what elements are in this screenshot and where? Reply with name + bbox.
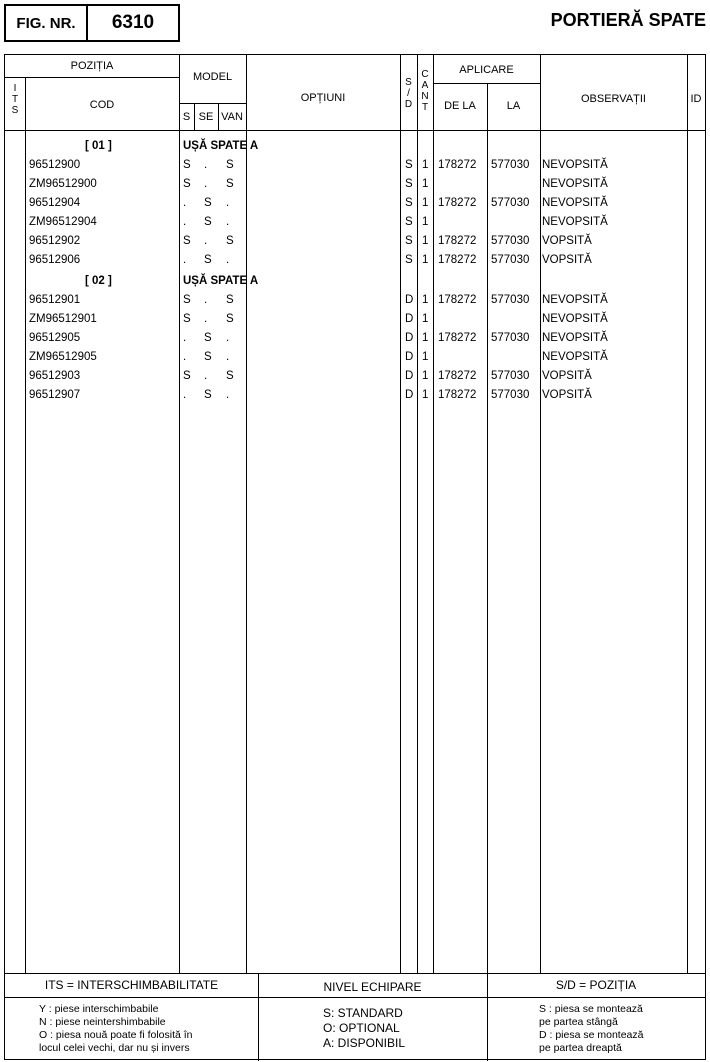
table-row: [5, 156, 705, 175]
cell-model-van: S: [226, 370, 234, 382]
cell-sd: S: [405, 254, 413, 266]
group-name: UȘĂ SPATE A: [183, 140, 259, 152]
cell-observatii: NEVOPSITĂ: [542, 332, 608, 344]
header-bottom-line: [5, 130, 705, 131]
table-row: [5, 367, 705, 386]
legend-its-line: locul celei vechi, dar nu și invers: [39, 1042, 190, 1054]
cell-sd: D: [405, 294, 414, 306]
cell-cod: 96512906: [29, 254, 81, 266]
header-de-la: DE LA: [444, 100, 476, 112]
cell-cod: ZM96512901: [29, 313, 97, 325]
cell-sd: S: [405, 235, 413, 247]
cell-cant: 1: [422, 313, 429, 325]
cell-de-la: 178272: [438, 389, 477, 401]
cell-model-s: S: [183, 178, 191, 190]
legend-nivel-line: A: DISPONIBIL: [323, 1036, 406, 1050]
cell-sd: D: [405, 389, 414, 401]
cell-cant: 1: [422, 197, 429, 209]
cell-observatii: VOPSITĂ: [542, 254, 592, 266]
cell-sd: D: [405, 370, 414, 382]
group-code: [ 01 ]: [85, 140, 112, 152]
cell-sd: S: [405, 197, 413, 209]
cell-la: 577030: [491, 389, 530, 401]
table-row: [5, 232, 705, 251]
cell-observatii: VOPSITĂ: [542, 235, 592, 247]
cell-model-se: .: [204, 159, 208, 171]
cell-observatii: NEVOPSITĂ: [542, 313, 608, 325]
cell-observatii: VOPSITĂ: [542, 389, 592, 401]
cell-model-s: .: [183, 197, 187, 209]
header-la: LA: [506, 100, 521, 112]
group-name: UȘĂ SPATE A: [183, 275, 259, 287]
cell-model-se: S: [204, 197, 212, 209]
cell-model-se: S: [204, 254, 212, 266]
header-aplicare: APLICARE: [459, 64, 514, 76]
cell-cant: 1: [422, 389, 429, 401]
cell-model-se: S: [204, 351, 212, 363]
cell-cod: ZM96512904: [29, 216, 97, 228]
cell-sd: D: [405, 313, 414, 325]
cell-la: 577030: [491, 332, 530, 344]
group-header-row: [5, 272, 705, 291]
cell-cod: 96512905: [29, 332, 81, 344]
cell-model-van: .: [226, 197, 230, 209]
cell-la: 577030: [491, 159, 530, 171]
cell-sd: S: [405, 178, 413, 190]
cell-la: 577030: [491, 235, 530, 247]
header-cant: C A N T: [421, 69, 429, 113]
cell-cod: ZM96512905: [29, 351, 97, 363]
table-row: [5, 348, 705, 367]
cell-model-van: S: [226, 235, 234, 247]
cell-cod: 96512903: [29, 370, 81, 382]
table-row: [5, 329, 705, 348]
cell-cant: 1: [422, 216, 429, 228]
cell-model-s: .: [183, 351, 187, 363]
cell-cant: 1: [422, 294, 429, 306]
header-model-se: SE: [198, 111, 214, 123]
legend-its-line: O : piesa nouă poate fi folosită în: [39, 1029, 193, 1041]
cell-la: 577030: [491, 254, 530, 266]
legend-its-line: N : piese neintershimbabile: [39, 1016, 166, 1028]
cell-model-s: S: [183, 370, 191, 382]
header-cod: COD: [89, 99, 115, 111]
cell-observatii: NEVOPSITĂ: [542, 197, 608, 209]
cell-cod: 96512900: [29, 159, 81, 171]
cell-observatii: NEVOPSITĂ: [542, 294, 608, 306]
cell-cant: 1: [422, 254, 429, 266]
cell-sd: D: [405, 332, 414, 344]
cell-cod: 96512901: [29, 294, 81, 306]
page-title: PORTIERĂ SPATE: [550, 10, 706, 30]
cell-model-se: .: [204, 294, 208, 306]
cell-model-se: S: [204, 216, 212, 228]
header-optiuni: OPȚIUNI: [300, 92, 346, 104]
grid-line: [179, 103, 246, 104]
legend-its-title: ITS = INTERSCHIMBABILITATE: [44, 978, 219, 992]
cell-observatii: NEVOPSITĂ: [542, 159, 608, 171]
cell-model-se: .: [204, 178, 208, 190]
cell-model-s: S: [183, 313, 191, 325]
header-model-van: VAN: [221, 111, 243, 123]
legend-its-line: Y : piese interschimbabile: [39, 1003, 159, 1015]
cell-de-la: 178272: [438, 197, 477, 209]
cell-model-se: S: [204, 389, 212, 401]
legend-sd-line: S : piesa se montează: [539, 1003, 643, 1015]
table-row: [5, 291, 705, 310]
cell-de-la: 178272: [438, 254, 477, 266]
table-row: [5, 175, 705, 194]
cell-de-la: 178272: [438, 332, 477, 344]
legend-nivel-line: O: OPTIONAL: [323, 1021, 400, 1035]
cell-model-van: .: [226, 351, 230, 363]
legend-sd-line: D : piesa se montează: [539, 1029, 644, 1041]
cell-cant: 1: [422, 332, 429, 344]
cell-sd: S: [405, 159, 413, 171]
cell-model-van: S: [226, 294, 234, 306]
cell-sd: D: [405, 351, 414, 363]
cell-la: 577030: [491, 197, 530, 209]
cell-model-van: S: [226, 313, 234, 325]
cell-cod: 96512902: [29, 235, 81, 247]
table-row: [5, 194, 705, 213]
group-header-row: [5, 137, 705, 156]
figure-number: 6310: [111, 12, 155, 33]
cell-cod: ZM96512900: [29, 178, 97, 190]
header-model-s: S: [182, 111, 191, 123]
cell-cant: 1: [422, 178, 429, 190]
cell-observatii: NEVOPSITĂ: [542, 178, 608, 190]
cell-de-la: 178272: [438, 235, 477, 247]
table-row: [5, 213, 705, 232]
cell-model-s: S: [183, 294, 191, 306]
cell-model-s: .: [183, 332, 187, 344]
cell-model-van: S: [226, 159, 234, 171]
header-id: ID: [690, 93, 702, 105]
cell-model-s: .: [183, 254, 187, 266]
header-its: I T S: [11, 83, 19, 116]
group-code: [ 02 ]: [85, 275, 112, 287]
header-sd: S / D: [404, 77, 413, 110]
cell-model-van: .: [226, 254, 230, 266]
cell-cod: 96512904: [29, 197, 81, 209]
legend-title-line: [5, 997, 705, 998]
cell-model-van: .: [226, 332, 230, 344]
legend-top-line: [5, 973, 705, 974]
header-model: MODEL: [192, 71, 233, 83]
header-observatii: OBSERVAȚII: [580, 93, 646, 105]
cell-model-van: .: [226, 216, 230, 228]
cell-model-s: S: [183, 159, 191, 171]
cell-cod: 96512907: [29, 389, 81, 401]
cell-cant: 1: [422, 370, 429, 382]
legend-nivel-line: S: STANDARD: [323, 1006, 403, 1020]
cell-observatii: NEVOPSITĂ: [542, 351, 608, 363]
cell-la: 577030: [491, 370, 530, 382]
cell-sd: S: [405, 216, 413, 228]
parts-table: [4, 54, 706, 1060]
cell-model-s: S: [183, 235, 191, 247]
header-pozitia: POZIȚIA: [70, 60, 114, 72]
cell-observatii: VOPSITĂ: [542, 370, 592, 382]
cell-la: 577030: [491, 294, 530, 306]
legend-nivel-title: NIVEL ECHIPARE: [323, 980, 422, 994]
cell-cant: 1: [422, 235, 429, 247]
grid-line: [5, 77, 179, 78]
cell-cant: 1: [422, 351, 429, 363]
cell-model-se: S: [204, 332, 212, 344]
cell-model-s: .: [183, 389, 187, 401]
table-row: [5, 386, 705, 405]
table-row: [5, 251, 705, 270]
cell-model-se: .: [204, 235, 208, 247]
cell-model-se: .: [204, 370, 208, 382]
legend-sd-title: S/D = POZIȚIA: [555, 978, 637, 992]
legend-sd-line: pe partea dreaptă: [539, 1042, 622, 1054]
legend-sd-line: pe partea stângă: [539, 1016, 618, 1028]
cell-de-la: 178272: [438, 294, 477, 306]
figure-label: FIG. NR.: [6, 6, 88, 40]
cell-de-la: 178272: [438, 159, 477, 171]
cell-observatii: NEVOPSITĂ: [542, 216, 608, 228]
table-row: [5, 310, 705, 329]
cell-model-van: S: [226, 178, 234, 190]
cell-de-la: 178272: [438, 370, 477, 382]
figure-number-box: [4, 4, 180, 42]
cell-cant: 1: [422, 159, 429, 171]
cell-model-s: .: [183, 216, 187, 228]
cell-model-van: .: [226, 389, 230, 401]
cell-model-se: .: [204, 313, 208, 325]
